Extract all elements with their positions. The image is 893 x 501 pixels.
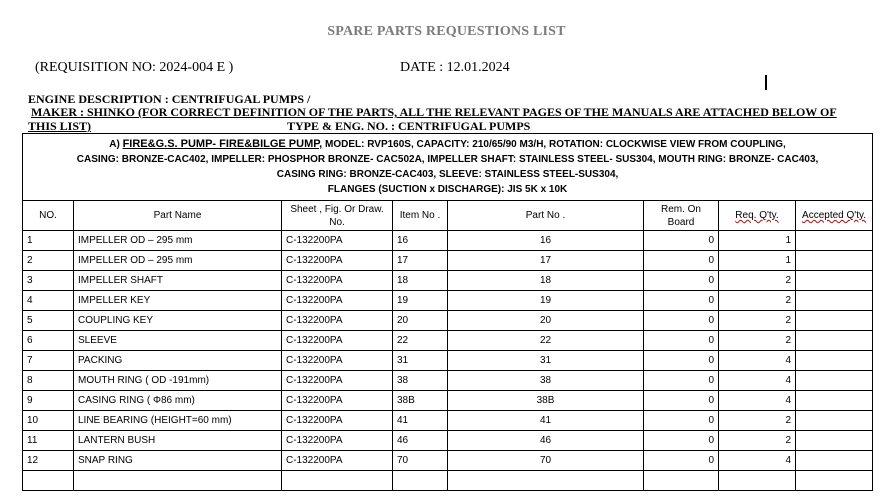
row-no: 5	[23, 311, 74, 331]
table-row	[23, 251, 873, 271]
header-part-no: Part No .	[448, 201, 644, 231]
engine-description: ENGINE DESCRIPTION : CENTRIFUGAL PUMPS /	[28, 92, 311, 106]
row-req-qty	[719, 471, 796, 491]
row-item-no: 70	[393, 451, 448, 471]
description-line-3: CASING RING: BRONZE-CAC403, SLEEVE: STAINLESS STEEL-SUS304,	[276, 169, 619, 180]
row-sheet: C-132200PA	[282, 271, 393, 291]
row-part-name: LINE BEARING (HEIGHT=60 mm)	[74, 411, 282, 431]
table-row	[23, 431, 873, 451]
row-item-no: 18	[393, 271, 448, 291]
row-req-qty: 2	[719, 271, 796, 291]
row-part-name	[74, 471, 282, 491]
row-part-no	[448, 471, 644, 491]
row-sheet: C-132200PA	[282, 291, 393, 311]
description-line-4: FLANGES (SUCTION x DISCHARGE): JIS 5K x 10K	[327, 184, 568, 195]
row-rem-on-board: 0	[644, 291, 719, 311]
row-accepted-qty	[796, 371, 873, 391]
row-sheet: C-132200PA	[282, 251, 393, 271]
maker-line-continued: THIS LIST)	[28, 119, 92, 133]
description-line-1: MODEL: RVP160S, CAPACITY: 210/65/90 M3/H, ROTATION: CLOCKWISE VIEW FROM COUPLING,	[322, 139, 786, 150]
row-accepted-qty	[796, 291, 873, 311]
row-part-no: 70	[448, 451, 644, 471]
table-row	[23, 451, 873, 471]
table-row	[23, 231, 873, 251]
row-no: 7	[23, 351, 74, 371]
row-item-no: 41	[393, 411, 448, 431]
row-item-no: 20	[393, 311, 448, 331]
row-req-qty: 4	[719, 391, 796, 411]
row-req-qty: 4	[719, 351, 796, 371]
row-rem-on-board	[644, 471, 719, 491]
row-req-qty: 2	[719, 311, 796, 331]
description-prefix: A)	[109, 139, 123, 150]
row-rem-on-board: 0	[644, 311, 719, 331]
row-part-name: LANTERN BUSH	[74, 431, 282, 451]
row-part-name: PACKING	[74, 351, 282, 371]
row-no: 9	[23, 391, 74, 411]
row-part-no: 41	[448, 411, 644, 431]
table-row	[23, 471, 873, 491]
header-rem-on-board: Rem. On Board	[644, 201, 719, 231]
row-part-name: CASING RING ( Φ86 mm)	[74, 391, 282, 411]
row-item-no: 46	[393, 431, 448, 451]
row-no: 11	[23, 431, 74, 451]
row-req-qty: 4	[719, 451, 796, 471]
row-accepted-qty	[796, 271, 873, 291]
row-sheet: C-132200PA	[282, 451, 393, 471]
row-no: 4	[23, 291, 74, 311]
row-item-no: 31	[393, 351, 448, 371]
row-sheet	[282, 471, 393, 491]
maker-line: MAKER : SHINKO (FOR CORRECT DEFINITION OF THE PARTS, ALL THE RELEVANT PAGES OF THE MANUALS ARE ATTACHED BELOW OF	[31, 105, 837, 119]
row-part-no: 19	[448, 291, 644, 311]
row-part-no: 31	[448, 351, 644, 371]
header-req-qty	[719, 201, 796, 231]
header-accepted-qty	[796, 201, 873, 231]
row-part-name: IMPELLER KEY	[74, 291, 282, 311]
row-sheet: C-132200PA	[282, 391, 393, 411]
requisition-date: DATE : 12.01.2024	[400, 60, 510, 75]
row-part-name: COUPLING KEY	[74, 311, 282, 331]
row-accepted-qty	[796, 331, 873, 351]
row-sheet: C-132200PA	[282, 431, 393, 451]
row-sheet: C-132200PA	[282, 411, 393, 431]
row-item-no: 38	[393, 371, 448, 391]
row-accepted-qty	[796, 231, 873, 251]
row-rem-on-board: 0	[644, 351, 719, 371]
row-rem-on-board: 0	[644, 411, 719, 431]
row-rem-on-board: 0	[644, 251, 719, 271]
row-part-no: 38	[448, 371, 644, 391]
row-accepted-qty	[796, 251, 873, 271]
row-accepted-qty	[796, 351, 873, 371]
row-req-qty: 1	[719, 251, 796, 271]
row-rem-on-board: 0	[644, 271, 719, 291]
row-part-name: SNAP RING	[74, 451, 282, 471]
row-item-no	[393, 471, 448, 491]
row-item-no: 17	[393, 251, 448, 271]
row-part-name: IMPELLER SHAFT	[74, 271, 282, 291]
row-part-name: MOUTH RING ( OD -191mm)	[74, 371, 282, 391]
text-cursor	[765, 75, 767, 90]
row-sheet: C-132200PA	[282, 351, 393, 371]
header-accepted-qty-label: Accepted Q'ty.	[802, 210, 867, 221]
row-part-no: 22	[448, 331, 644, 351]
type-eng-no: TYPE & ENG. NO. : CENTRIFUGAL PUMPS	[287, 119, 531, 133]
row-part-no: 16	[448, 231, 644, 251]
row-no: 3	[23, 271, 74, 291]
row-sheet: C-132200PA	[282, 231, 393, 251]
row-req-qty: 2	[719, 411, 796, 431]
row-part-no: 20	[448, 311, 644, 331]
header-req-qty-label: Req. Q'ty.	[735, 210, 779, 221]
row-rem-on-board: 0	[644, 231, 719, 251]
row-no: 8	[23, 371, 74, 391]
header-sheet: Sheet , Fig. Or Draw. No.	[282, 201, 393, 231]
row-part-no: 18	[448, 271, 644, 291]
row-accepted-qty	[796, 411, 873, 431]
table-row	[23, 311, 873, 331]
table-row	[23, 331, 873, 351]
row-part-name: IMPELLER OD – 295 mm	[74, 251, 282, 271]
row-req-qty: 1	[719, 231, 796, 251]
row-part-no: 17	[448, 251, 644, 271]
row-rem-on-board: 0	[644, 371, 719, 391]
table-row	[23, 391, 873, 411]
row-sheet: C-132200PA	[282, 311, 393, 331]
row-rem-on-board: 0	[644, 391, 719, 411]
row-accepted-qty	[796, 311, 873, 331]
row-accepted-qty	[796, 451, 873, 471]
document-title: SPARE PARTS REQUESTIONS LIST	[327, 24, 566, 39]
row-no: 1	[23, 231, 74, 251]
row-no: 10	[23, 411, 74, 431]
spare-parts-table	[22, 133, 873, 491]
row-req-qty: 2	[719, 291, 796, 311]
row-no: 6	[23, 331, 74, 351]
row-item-no: 38B	[393, 391, 448, 411]
description-heading: FIRE&G.S. PUMP- FIRE&BILGE PUMP,	[122, 138, 323, 150]
row-no: 2	[23, 251, 74, 271]
row-accepted-qty	[796, 431, 873, 451]
row-item-no: 19	[393, 291, 448, 311]
row-part-no: 46	[448, 431, 644, 451]
table-header-row	[23, 201, 873, 231]
row-sheet: C-132200PA	[282, 331, 393, 351]
row-req-qty: 2	[719, 431, 796, 451]
row-req-qty: 4	[719, 371, 796, 391]
header-item-no: Item No .	[393, 201, 448, 231]
row-part-name: SLEEVE	[74, 331, 282, 351]
row-part-no: 38B	[448, 391, 644, 411]
table-row	[23, 411, 873, 431]
header-no: NO.	[23, 201, 74, 231]
description-line-2: CASING: BRONZE-CAC402, IMPELLER: PHOSPHOR BRONZE- CAC502A, IMPELLER SHAFT: STAINLESS STEEL- SUS304, MOUTH RING: BRONZE- CAC403,	[76, 154, 819, 165]
row-rem-on-board: 0	[644, 451, 719, 471]
header-part-name: Part Name	[74, 201, 282, 231]
row-item-no: 22	[393, 331, 448, 351]
pump-description	[23, 134, 873, 201]
row-no: 12	[23, 451, 74, 471]
row-item-no: 16	[393, 231, 448, 251]
table-row	[23, 271, 873, 291]
row-rem-on-board: 0	[644, 331, 719, 351]
row-accepted-qty	[796, 391, 873, 411]
table-row	[23, 351, 873, 371]
row-part-name: IMPELLER OD – 295 mm	[74, 231, 282, 251]
table-row	[23, 371, 873, 391]
row-accepted-qty	[796, 471, 873, 491]
requisition-number: (REQUISITION NO: 2024-004 E )	[35, 60, 234, 75]
row-rem-on-board: 0	[644, 431, 719, 451]
row-sheet: C-132200PA	[282, 371, 393, 391]
row-req-qty: 2	[719, 331, 796, 351]
row-no	[23, 471, 74, 491]
table-row	[23, 291, 873, 311]
